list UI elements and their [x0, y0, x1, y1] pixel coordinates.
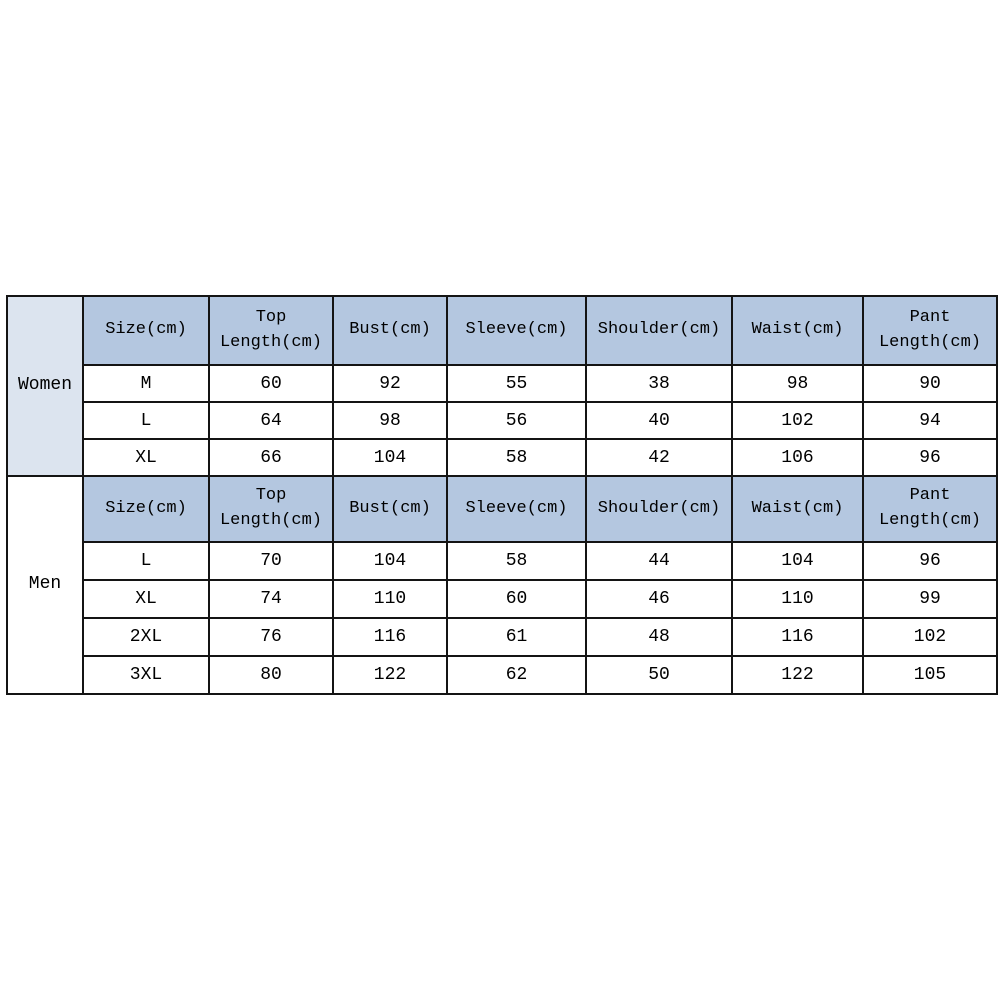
cell-size: 3XL [83, 656, 209, 694]
cell-bust: 104 [333, 439, 447, 476]
column-header-top-length: Top Length(cm) [209, 476, 333, 542]
cell-pant-length: 96 [863, 439, 997, 476]
cell-pant-length: 90 [863, 365, 997, 402]
cell-top-length: 64 [209, 402, 333, 439]
column-header-size: Size(cm) [83, 476, 209, 542]
men-header-row [7, 476, 997, 542]
table-row-women-m [7, 365, 997, 402]
cell-sleeve: 55 [447, 365, 586, 402]
cell-waist: 106 [732, 439, 863, 476]
women-section-label: Women [7, 296, 83, 476]
men-section-label: Men [7, 476, 83, 694]
column-header-sleeve: Sleeve(cm) [447, 476, 586, 542]
cell-pant-length: 105 [863, 656, 997, 694]
column-header-pant-length: Pant Length(cm) [863, 296, 997, 365]
cell-top-length: 70 [209, 542, 333, 580]
cell-waist: 98 [732, 365, 863, 402]
column-header-size: Size(cm) [83, 296, 209, 365]
table-row-men-l [7, 542, 997, 580]
cell-waist: 102 [732, 402, 863, 439]
column-header-top-length: Top Length(cm) [209, 296, 333, 365]
column-header-sleeve: Sleeve(cm) [447, 296, 586, 365]
cell-sleeve: 60 [447, 580, 586, 618]
column-header-waist: Waist(cm) [732, 476, 863, 542]
column-header-shoulder: Shoulder(cm) [586, 296, 732, 365]
table-row-women-xl [7, 439, 997, 476]
cell-shoulder: 42 [586, 439, 732, 476]
table-row-men-2xl [7, 618, 997, 656]
cell-shoulder: 50 [586, 656, 732, 694]
cell-waist: 116 [732, 618, 863, 656]
cell-waist: 122 [732, 656, 863, 694]
table-row-men-3xl [7, 656, 997, 694]
women-header-row [7, 296, 997, 365]
cell-bust: 110 [333, 580, 447, 618]
cell-size: L [83, 402, 209, 439]
cell-pant-length: 94 [863, 402, 997, 439]
cell-sleeve: 62 [447, 656, 586, 694]
cell-shoulder: 48 [586, 618, 732, 656]
cell-shoulder: 46 [586, 580, 732, 618]
cell-bust: 98 [333, 402, 447, 439]
cell-shoulder: 38 [586, 365, 732, 402]
table-row-men-xl [7, 580, 997, 618]
cell-size: XL [83, 580, 209, 618]
size-chart-table [6, 295, 998, 695]
column-header-bust: Bust(cm) [333, 476, 447, 542]
cell-bust: 104 [333, 542, 447, 580]
cell-sleeve: 58 [447, 542, 586, 580]
cell-shoulder: 40 [586, 402, 732, 439]
cell-size: 2XL [83, 618, 209, 656]
cell-waist: 110 [732, 580, 863, 618]
cell-pant-length: 96 [863, 542, 997, 580]
cell-size: M [83, 365, 209, 402]
cell-top-length: 60 [209, 365, 333, 402]
cell-top-length: 66 [209, 439, 333, 476]
column-header-waist: Waist(cm) [732, 296, 863, 365]
cell-shoulder: 44 [586, 542, 732, 580]
cell-bust: 92 [333, 365, 447, 402]
cell-top-length: 76 [209, 618, 333, 656]
cell-bust: 122 [333, 656, 447, 694]
column-header-shoulder: Shoulder(cm) [586, 476, 732, 542]
cell-pant-length: 102 [863, 618, 997, 656]
cell-size: XL [83, 439, 209, 476]
cell-waist: 104 [732, 542, 863, 580]
cell-sleeve: 58 [447, 439, 586, 476]
cell-pant-length: 99 [863, 580, 997, 618]
cell-bust: 116 [333, 618, 447, 656]
column-header-bust: Bust(cm) [333, 296, 447, 365]
cell-top-length: 80 [209, 656, 333, 694]
column-header-pant-length: Pant Length(cm) [863, 476, 997, 542]
cell-top-length: 74 [209, 580, 333, 618]
cell-sleeve: 61 [447, 618, 586, 656]
cell-sleeve: 56 [447, 402, 586, 439]
cell-size: L [83, 542, 209, 580]
table-row-women-l [7, 402, 997, 439]
